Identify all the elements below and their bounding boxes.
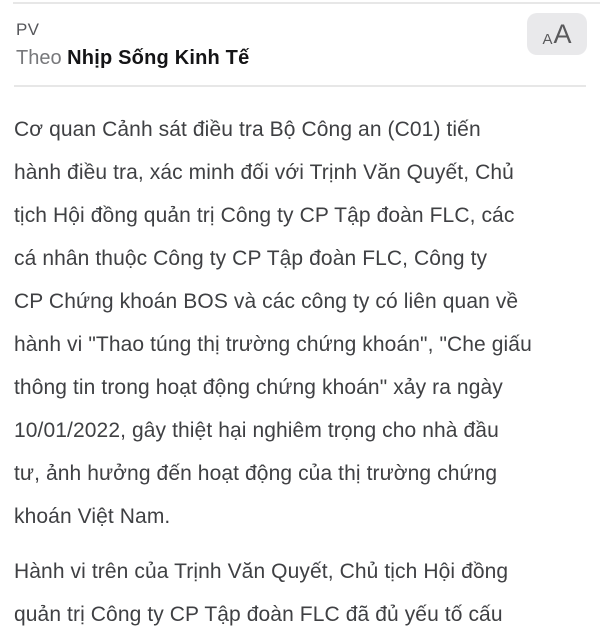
article-text-line: Hành vi trên của Trịnh Văn Quyết, Chủ tịch Hội đồng (14, 560, 509, 583)
article-text-line: khoán Việt Nam. (14, 505, 171, 528)
article-paragraph (14, 550, 586, 636)
font-size-small-a-icon: A (542, 31, 553, 48)
article-text-line: tư, ảnh hưởng đến hoạt động của thị trường chứng (14, 462, 498, 485)
article-body (0, 87, 600, 636)
article-text-line: hành vi "Thao túng thị trường chứng khoán", "Che giấu (14, 333, 532, 356)
article-text-line: Cơ quan Cảnh sát điều tra Bộ Công an (C01) tiến (14, 118, 481, 141)
article-reader-page (0, 2, 600, 626)
source-name-label: Nhịp Sống Kinh Tế (67, 47, 250, 69)
article-paragraph (14, 108, 586, 538)
article-text-line: quản trị Công ty CP Tập đoàn FLC đã đủ yếu tố cấu (14, 603, 503, 626)
article-text-line: hành điều tra, xác minh đối với Trịnh Văn Quyết, Chủ (14, 161, 514, 184)
byline-header (0, 4, 600, 85)
article-text-line: thông tin trong hoạt động chứng khoán" xảy ra ngày (14, 376, 503, 399)
article-text-line: 10/01/2022, gây thiệt hại nghiêm trọng cho nhà đầu (14, 419, 499, 442)
author-label: PV (16, 20, 40, 39)
byline (16, 44, 586, 72)
font-size-large-a-icon: A (553, 19, 572, 49)
article-text-line: CP Chứng khoán BOS và các công ty có liên quan về (14, 290, 519, 313)
font-size-button[interactable] (527, 13, 587, 55)
article-text-line: cá nhân thuộc Công ty CP Tập đoàn FLC, Công ty (14, 247, 488, 270)
source-prefix-label: Theo (16, 47, 68, 69)
article-text-line: tịch Hội đồng quản trị Công ty CP Tập đoàn FLC, các (14, 204, 515, 227)
